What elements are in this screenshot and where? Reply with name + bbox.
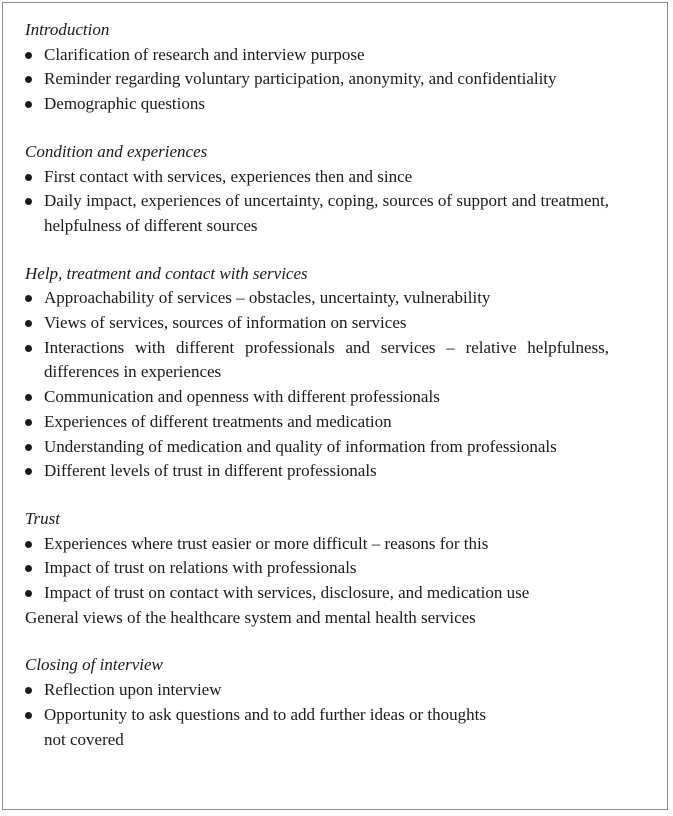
bullet-icon — [25, 295, 32, 302]
list-item-text: Understanding of medication and quality of information from professionals — [44, 436, 557, 456]
section-title: Help, treatment and contact with services — [25, 263, 308, 283]
bullet-icon — [25, 565, 32, 572]
bullet-list — [25, 43, 609, 117]
bullet-icon — [25, 76, 32, 83]
bullet-list — [25, 286, 609, 484]
section-condition-and-experiences — [25, 140, 609, 239]
list-item — [25, 311, 609, 336]
list-item-text: Daily impact, experiences of uncertainty, coping, sources of support and treatment, helpfulness of different sources — [44, 191, 609, 235]
list-item — [25, 67, 609, 92]
list-item — [25, 556, 609, 581]
list-item-text: Reflection upon interview — [44, 680, 222, 700]
list-item — [25, 43, 609, 68]
list-item — [25, 385, 609, 410]
bullet-icon — [25, 52, 32, 59]
list-item-text: Impact of trust on relations with professionals — [44, 558, 357, 578]
list-item — [25, 286, 609, 311]
list-item — [25, 581, 609, 630]
list-item-text: Demographic questions — [44, 94, 205, 114]
list-item — [25, 165, 609, 190]
list-item-text: Views of services, sources of information on services — [44, 313, 407, 333]
section-help-treatment-contact — [25, 262, 609, 484]
section-trust — [25, 507, 609, 631]
interview-guide-content — [25, 18, 609, 775]
bullet-list — [25, 532, 609, 631]
bullet-icon — [25, 394, 32, 401]
list-item-text: Different levels of trust in different professionals — [44, 461, 377, 481]
bullet-icon — [25, 198, 32, 205]
section-closing-of-interview — [25, 653, 609, 752]
list-item-text: Interactions with different professionals and services – relative helpfulness, differences in experiences — [44, 337, 609, 382]
bullet-icon — [25, 174, 32, 181]
bullet-list — [25, 165, 609, 239]
bullet-icon — [25, 419, 32, 426]
list-item — [25, 459, 609, 484]
list-item-text: Clarification of research and interview purpose — [44, 44, 365, 64]
list-item — [25, 410, 609, 435]
list-item-text: Impact of trust on contact with services, disclosure, and medication use — [44, 583, 530, 603]
bullet-icon — [25, 101, 32, 108]
bullet-icon — [25, 444, 32, 451]
bullet-icon — [25, 468, 32, 475]
bullet-icon — [25, 712, 32, 719]
list-item-text: First contact with services, experiences then and since — [44, 166, 413, 186]
list-item-extra-line: General views of the healthcare system and mental health services — [25, 607, 476, 627]
bullet-icon — [25, 590, 32, 597]
list-item-text: Approachability of services – obstacles, uncertainty, vulnerability — [44, 288, 491, 308]
list-item — [25, 92, 609, 117]
list-item-text: Communication and openness with different professionals — [44, 387, 440, 407]
section-title: Closing of interview — [25, 655, 163, 675]
list-item — [25, 678, 609, 703]
list-item — [25, 703, 609, 752]
bullet-list — [25, 678, 609, 752]
bullet-icon — [25, 541, 32, 548]
list-item-text: Opportunity to ask questions and to add further ideas or thoughts — [44, 704, 486, 724]
section-introduction — [25, 18, 609, 117]
section-title: Trust — [25, 508, 60, 528]
interview-guide-box — [2, 2, 668, 810]
list-item — [25, 532, 609, 557]
list-item — [25, 189, 609, 238]
list-item — [25, 435, 609, 460]
list-item-text: Experiences where trust easier or more difficult – reasons for this — [44, 533, 489, 553]
bullet-icon — [25, 320, 32, 327]
list-item — [25, 336, 609, 385]
list-item-continuation: not covered — [44, 729, 124, 749]
list-item-text: Experiences of different treatments and medication — [44, 411, 392, 431]
section-title: Introduction — [25, 20, 110, 39]
list-item-text: Reminder regarding voluntary participation, anonymity, and confidentiality — [44, 69, 557, 89]
bullet-icon — [25, 687, 32, 694]
section-title: Condition and experiences — [25, 141, 208, 161]
bullet-icon — [25, 345, 32, 352]
